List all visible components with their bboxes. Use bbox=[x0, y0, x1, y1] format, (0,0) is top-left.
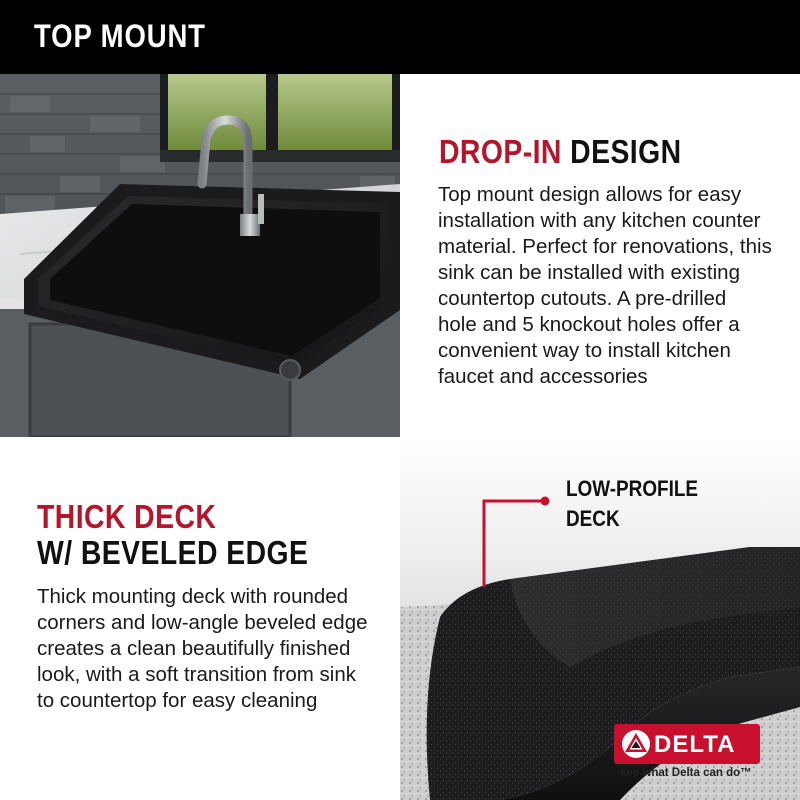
thick-deck-heading: THICK DECK bbox=[37, 498, 217, 535]
text-line: material. Perfect for renovations, this bbox=[438, 235, 772, 258]
callout-dot bbox=[541, 497, 550, 506]
text-line: to countertop for easy cleaning bbox=[37, 689, 318, 712]
beveled-edge-heading: W/ BEVELED EDGE bbox=[37, 534, 309, 571]
thick-deck-description bbox=[37, 584, 368, 714]
brand-name: DELTA bbox=[654, 731, 736, 758]
text-line: sink can be installed with existing bbox=[438, 261, 740, 284]
drop-in-heading-accent: DROP-IN bbox=[439, 133, 562, 170]
text-line: installation with any kitchen counter bbox=[438, 209, 761, 232]
text-line: Top mount design allows for easy bbox=[438, 183, 742, 206]
low-profile-callout bbox=[566, 474, 698, 534]
text-line: countertop cutouts. A pre-drilled bbox=[438, 287, 727, 310]
text-line: hole and 5 knockout holes offer a bbox=[438, 313, 740, 336]
delta-triangle-icon bbox=[620, 728, 652, 760]
text-line: convenient way to install kitchen bbox=[438, 339, 731, 362]
delta-logo bbox=[614, 724, 760, 764]
callout-line-1: LOW-PROFILE bbox=[566, 476, 699, 501]
drop-in-description bbox=[438, 182, 772, 390]
kitchen-sink-photo bbox=[0, 74, 400, 437]
callout-line-2: DECK bbox=[566, 506, 620, 531]
brand-tagline: see what Delta can do™ bbox=[620, 767, 752, 779]
drop-in-heading-rest: DESIGN bbox=[570, 133, 682, 170]
text-line: faucet and accessories bbox=[438, 365, 648, 388]
text-line: corners and low-angle beveled edge bbox=[37, 611, 368, 634]
page-title: TOP MOUNT bbox=[34, 18, 206, 54]
text-line: creates a clean beautifully finished bbox=[37, 637, 351, 660]
text-line: look, with a soft transition from sink bbox=[37, 663, 357, 686]
drop-in-heading bbox=[439, 133, 682, 171]
text-line: Thick mounting deck with rounded bbox=[37, 585, 349, 608]
kitchen-sink-illustration bbox=[0, 74, 400, 437]
header-bar bbox=[0, 0, 800, 74]
